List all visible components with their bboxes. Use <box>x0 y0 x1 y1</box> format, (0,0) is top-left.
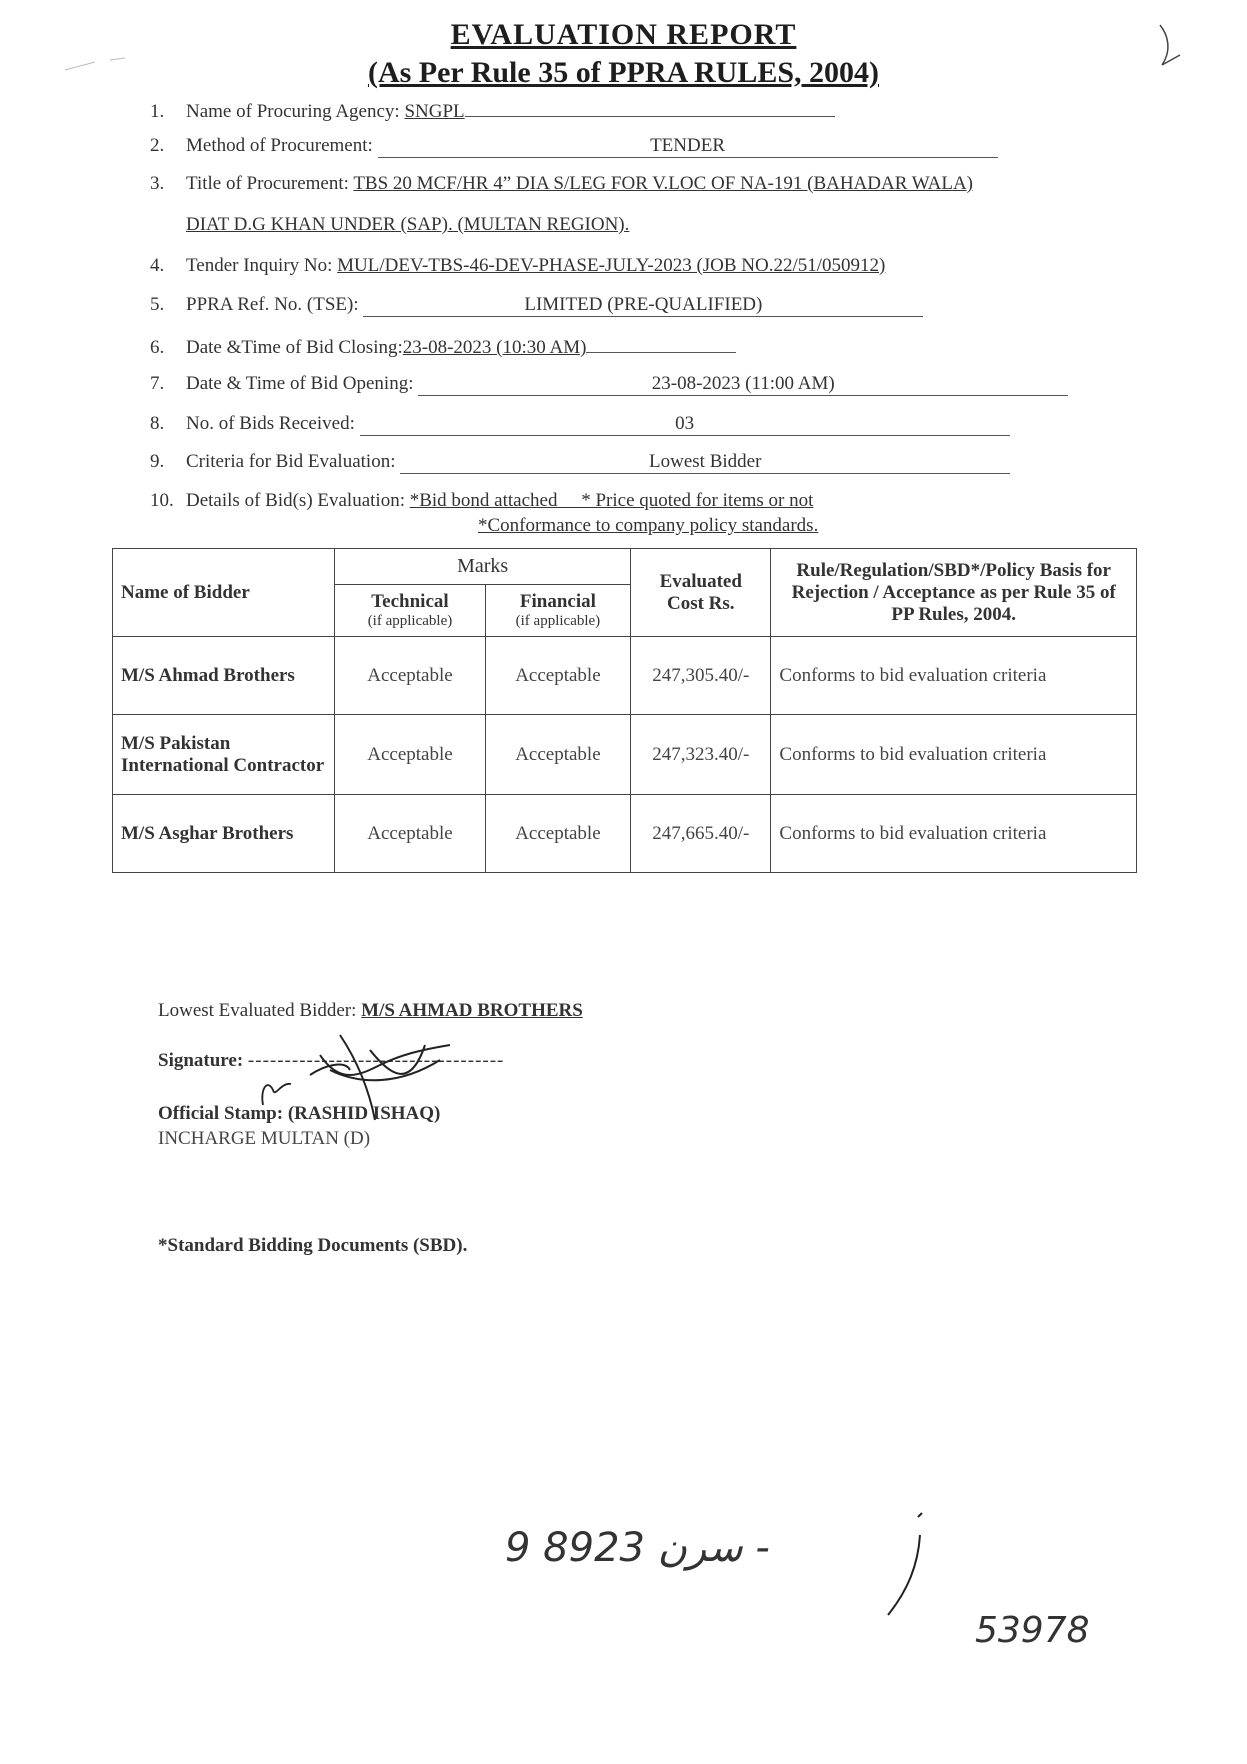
item-6: 6. Date &Time of Bid Closing:23-08-2023 (10:30 AM) <box>150 334 736 359</box>
handwritten-note: 9 سرن 8923 - <box>505 1525 770 1571</box>
item-2: 2. Method of Procurement: TENDER <box>150 135 998 158</box>
item-8: 8. No. of Bids Received: 03 <box>150 413 1010 436</box>
bidder-name: M/S Ahmad Brothers <box>113 637 335 715</box>
item-9: 9. Criteria for Bid Evaluation: Lowest Bidder <box>150 451 1010 474</box>
item-7: 7. Date & Time of Bid Opening: 23-08-2023 (11:00 AM) <box>150 373 1068 396</box>
header-name-of-bidder: Name of Bidder <box>113 549 335 637</box>
lowest-bidder-line: Lowest Evaluated Bidder: M/S AHMAD BROTHERS <box>158 1000 583 1021</box>
table-row <box>113 637 1137 715</box>
item-10: 10. Details of Bid(s) Evaluation: *Bid bond attached * Price quoted for items or not <box>150 490 814 511</box>
procurement-method-value: TENDER <box>378 135 998 158</box>
report-title: EVALUATION REPORT <box>450 18 797 51</box>
corner-mark-icon <box>1150 20 1190 80</box>
table-row <box>113 795 1137 873</box>
header-evaluated-cost: Evaluated Cost Rs. <box>631 549 771 637</box>
agency-value: SNGPL <box>404 101 465 122</box>
evaluated-cost: 247,323.40/- <box>631 715 771 795</box>
rule-basis: Conforms to bid evaluation criteria <box>771 715 1137 795</box>
evaluated-cost: 247,305.40/- <box>631 637 771 715</box>
item-1: 1. Name of Procuring Agency: SNGPL <box>150 98 835 123</box>
report-subtitle: (As Per Rule 35 of PPRA RULES, 2004) <box>367 56 880 89</box>
item-4: 4. Tender Inquiry No: MUL/DEV-TBS-46-DEV-PHASE-JULY-2023 (JOB NO.22/51/050912) <box>150 255 886 276</box>
item-3-continued: DIAT D.G KHAN UNDER (SAP). (MULTAN REGION). <box>186 214 630 235</box>
scan-specks-icon <box>55 40 145 90</box>
evaluated-cost: 247,665.40/- <box>631 795 771 873</box>
lowest-bidder-value: M/S AHMAD BROTHERS <box>361 1000 583 1021</box>
evaluation-details-value: *Bid bond attached * Price quoted for items or not <box>409 490 814 511</box>
header-technical: Technical (if applicable) <box>335 585 486 637</box>
item-3: 3. Title of Procurement: TBS 20 MCF/HR 4” DIA S/LEG FOR V.LOC OF NA-191 (BAHADAR WALA) <box>150 173 973 194</box>
criteria-value: Lowest Bidder <box>400 451 1010 474</box>
bids-received-value: 03 <box>360 413 1010 436</box>
tender-inquiry-value: MUL/DEV-TBS-46-DEV-PHASE-JULY-2023 (JOB NO.22/51/050912) <box>337 255 886 276</box>
stamp-name: (RASHID ISHAQ) <box>287 1103 441 1124</box>
item-10-continued: *Conformance to company policy standards. <box>478 515 819 536</box>
handwritten-stroke-icon <box>880 1505 940 1625</box>
financial-mark: Acceptable <box>485 715 630 795</box>
ppra-ref-value: LIMITED (PRE-QUALIFIED) <box>363 294 923 317</box>
procurement-title-value: TBS 20 MCF/HR 4” DIA S/LEG FOR V.LOC OF NA-191 (BAHADAR WALA) <box>353 173 973 194</box>
financial-mark: Acceptable <box>485 637 630 715</box>
bid-closing-value: 23-08-2023 (10:30 AM) <box>402 337 587 358</box>
financial-mark: Acceptable <box>485 795 630 873</box>
signature-line: Signature: ----------------------------------- <box>158 1050 505 1071</box>
header-financial: Financial (if applicable) <box>485 585 630 637</box>
evaluation-table <box>112 548 1137 873</box>
designation: INCHARGE MULTAN (D) <box>158 1128 371 1149</box>
bidder-name: M/S Asghar Brothers <box>113 795 335 873</box>
technical-mark: Acceptable <box>335 795 486 873</box>
header-marks: Marks <box>335 549 631 585</box>
handwritten-number: 53978 <box>975 1610 1090 1651</box>
footnote: *Standard Bidding Documents (SBD). <box>158 1235 468 1256</box>
header-rule-basis: Rule/Regulation/SBD*/Policy Basis for Rejection / Acceptance as per Rule 35 of PP Rules, 2004. <box>771 549 1137 637</box>
table-row <box>113 715 1137 795</box>
bid-opening-value: 23-08-2023 (11:00 AM) <box>418 373 1068 396</box>
technical-mark: Acceptable <box>335 637 486 715</box>
rule-basis: Conforms to bid evaluation criteria <box>771 795 1137 873</box>
bidder-name: M/S Pakistan International Contractor <box>113 715 335 795</box>
technical-mark: Acceptable <box>335 715 486 795</box>
rule-basis: Conforms to bid evaluation criteria <box>771 637 1137 715</box>
official-stamp-line: Official Stamp: (RASHID ISHAQ) <box>158 1103 441 1124</box>
item-5: 5. PPRA Ref. No. (TSE): LIMITED (PRE-QUALIFIED) <box>150 294 923 317</box>
